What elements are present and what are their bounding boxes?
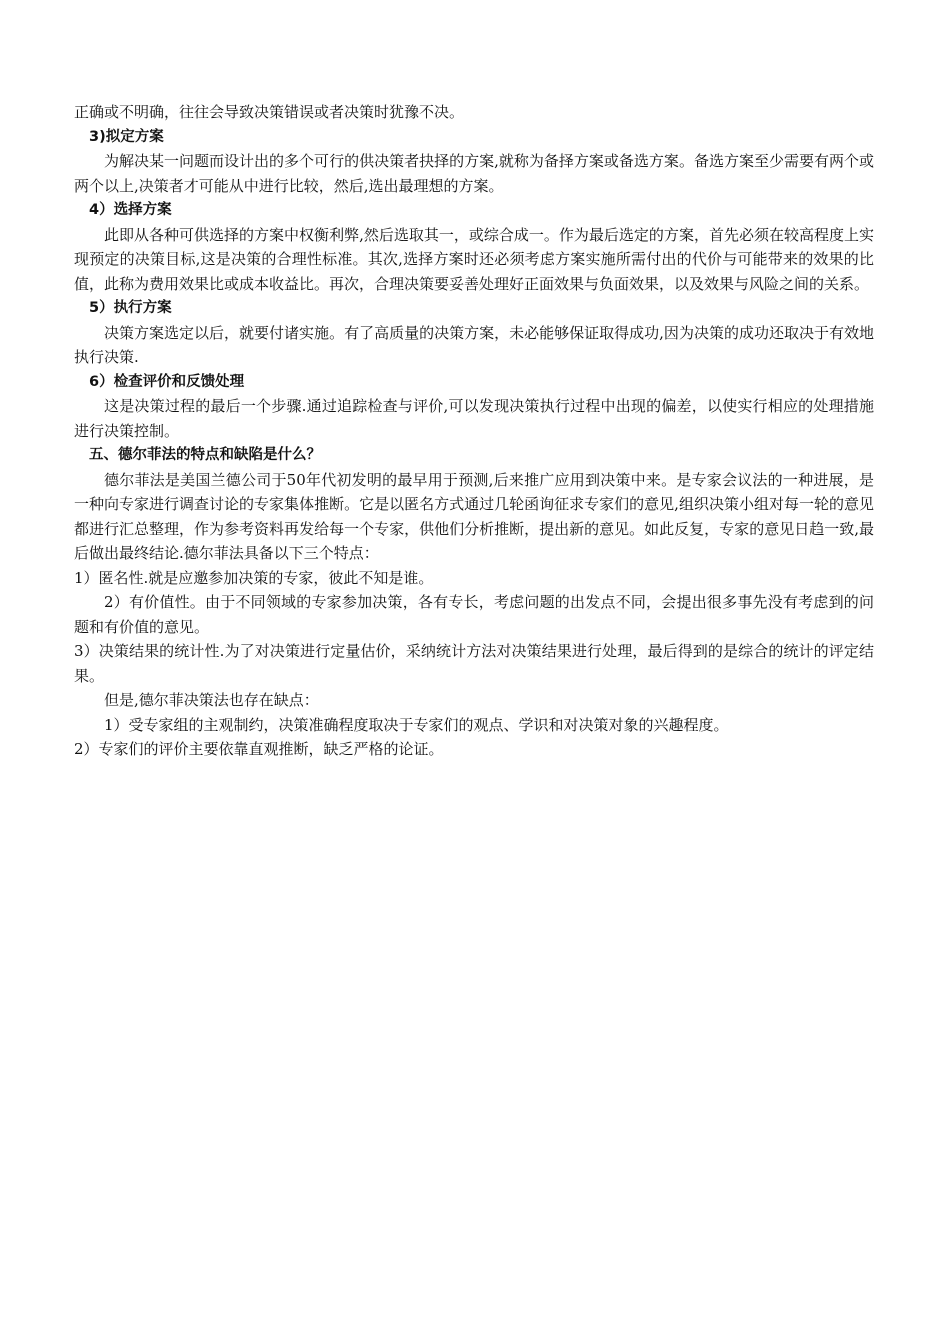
feature-item-value: 2）有价值性。由于不同领域的专家参加决策，各有专长，考虑问题的出发点不同，会提出很多事先没有考虑到的问题和有价值的意见。 [74, 593, 874, 636]
paragraph-choose-plan: 此即从各种可供选择的方案中权衡利弊,然后选取其一，或综合成一。作为最后选定的方案，首先必须在较高程度上实现预定的决策目标,这是决策的合理性标准。其次,选择方案时还必须考虑方案实施所需付出的代价与可能带来的效果的比值，此称为费用效果比或成本收益比。再次，合理决策要妥善处理好正面效果与负面效果，以及效果与风险之间的关系。 [74, 225, 874, 293]
heading-delphi-question: 五、德尔菲法的特点和缺陷是什么？ [89, 447, 321, 463]
heading-execute-plan: 5）执行方案 [89, 300, 172, 316]
feature-item-anonymity: 1）匿名性.就是应邀参加决策的专家，彼此不知是谁。 [74, 568, 434, 587]
drawback-item-subjective: 1）受专家组的主观制约，决策准确程度取决于专家们的观点、学识和对决策对象的兴趣程度。 [104, 715, 729, 734]
feature-item-statistics: 3）决策结果的统计性.为了对决策进行定量估价，采纳统计方法对决策结果进行处理，最后得到的是综合的统计的评定结果。 [74, 642, 874, 685]
paragraph-delphi-intro: 德尔菲法是美国兰德公司于50年代初发明的最早用于预测,后来推广应用到决策中来。是专家会议法的一种进展，是一种向专家进行调查讨论的专家集体推断。它是以匿名方式通过几轮函询征求专家们的意见,组织决策小组对每一轮的意见都进行汇总整理，作为参考资料再发给每一个专家，供他们分析推断，提出新的意见。如此反复，专家的意见日趋一致,最后做出最终结论.德尔菲法具备以下三个特点： [74, 470, 874, 562]
paragraph-draft-plan: 为解决某一问题而设计出的多个可行的供决策者抉择的方案,就称为备择方案或备选方案。备选方案至少需要有两个或两个以上,决策者才可能从中进行比较，然后,选出最理想的方案。 [74, 152, 874, 195]
heading-draft-plan: 3)拟定方案 [89, 128, 164, 145]
document-body [74, 100, 874, 762]
paragraph-drawbacks-intro: 但是,德尔菲决策法也存在缺点： [104, 691, 319, 709]
paragraph-review-feedback: 这是决策过程的最后一个步骤.通过追踪检查与评价,可以发现决策执行过程中出现的偏差，以使实行相应的处理措施进行决策控制。 [74, 397, 874, 440]
heading-review-feedback: 6）检查评价和反馈处理 [89, 373, 245, 390]
heading-choose-plan: 4）选择方案 [89, 202, 172, 218]
drawback-item-intuition: 2）专家们的评价主要依靠直观推断，缺乏严格的论证。 [74, 740, 444, 758]
paragraph-execute-plan: 决策方案选定以后，就要付诸实施。有了高质量的决策方案，未必能够保证取得成功,因为决策的成功还取决于有效地执行决策. [74, 323, 874, 366]
paragraph-intro-tail: 正确或不明确，往往会导致决策错误或者决策时犹豫不决。 [74, 103, 465, 121]
